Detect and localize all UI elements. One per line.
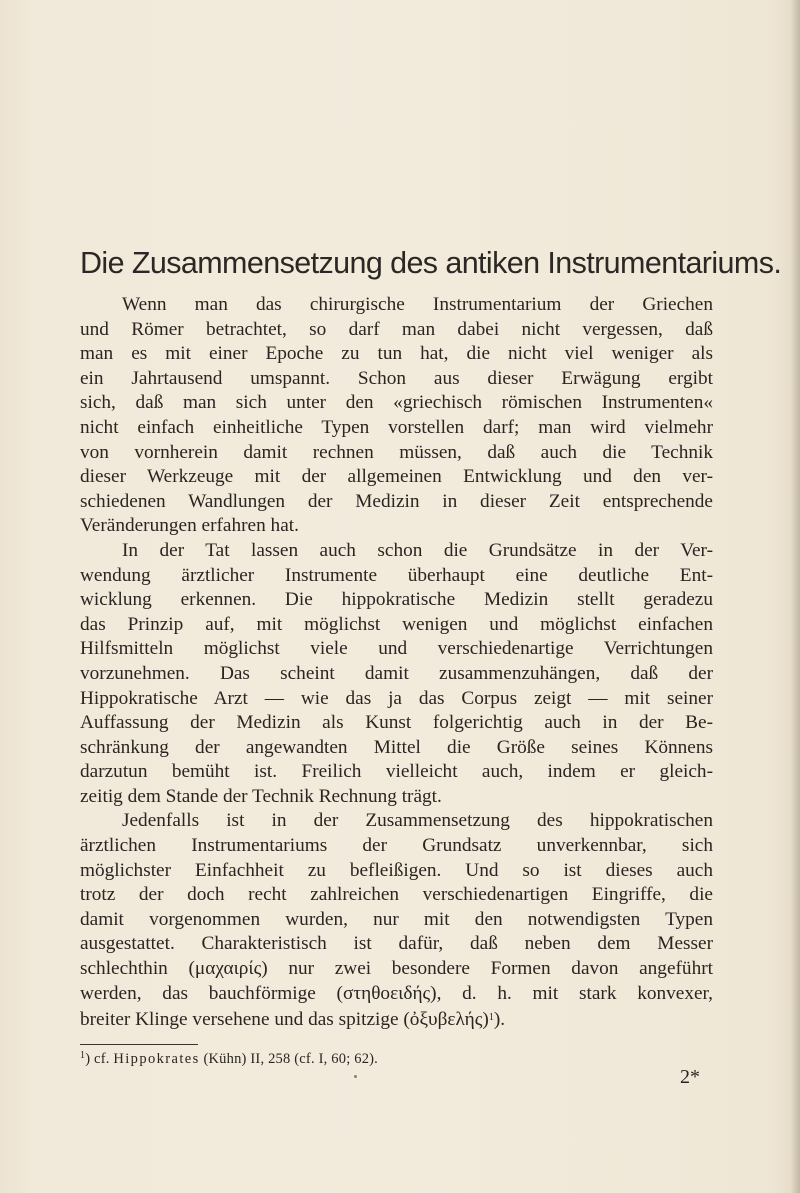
text-line: ärztlichen Instrumentariums der Grundsatz unverkennbar, sich — [80, 835, 713, 857]
text-line: ein Jahrtausend umspannt. Schon aus dieser Erwägung ergibt — [80, 367, 713, 389]
text-line: damit vorgenommen wurden, nur mit den notwendigsten Typen — [80, 908, 713, 930]
footnote — [80, 1050, 378, 1068]
text-line: wicklung erkennen. Die hippokratische Medizin stellt geradezu — [80, 589, 713, 611]
text-line: zeitig dem Stande der Technik Rechnung trägt. — [80, 785, 442, 807]
page-edge-shadow — [790, 0, 800, 1193]
footnote-author: Hippokrates — [113, 1051, 200, 1067]
text-line: Hilfsmitteln möglichst viele und verschiedenartige Verrichtungen — [80, 638, 713, 660]
text-line: das Prinzip auf, mit möglichst wenigen und möglichst einfachen — [80, 613, 713, 635]
text-line: vorzunehmen. Das scheint damit zusammenzuhängen, daß der — [80, 662, 713, 684]
text-line: möglichster Einfachheit zu befleißigen. Und so ist dieses auch — [80, 859, 713, 881]
text-line: nicht einfach einheitliche Typen vorstellen darf; man wird vielmehr — [80, 416, 713, 438]
footnote-prefix: ) cf. — [85, 1051, 110, 1067]
text-line: wendung ärztlicher Instrumente überhaupt eine deutliche Ent- — [80, 564, 713, 586]
chapter-heading: Die Zusammensetzung des antiken Instrumentariums. — [80, 246, 782, 280]
print-speck — [354, 1075, 357, 1078]
text-line-content: breiter Klinge versehene und das spitzige (ὀξυβελής) — [80, 1009, 489, 1031]
text-line-final — [80, 1006, 713, 1031]
text-line: von vornherein damit rechnen müssen, daß auch die Technik — [80, 441, 713, 463]
text-line: und Römer betrachtet, so darf man dabei nicht vergessen, daß — [80, 318, 713, 340]
text-line: Hippokratische Arzt — wie das ja das Corpus zeigt — mit seiner — [80, 687, 713, 709]
text-line: werden, das bauchförmige (στηθοειδής), d. h. mit stark konvexer, — [80, 982, 713, 1004]
text-line: darzutun bemüht ist. Freilich vielleicht auch, indem er gleich- — [80, 761, 713, 783]
text-line: Veränderungen erfahren hat. — [80, 515, 299, 537]
footnote-divider — [80, 1044, 198, 1045]
text-line-ending: ). — [493, 1009, 506, 1031]
body-text — [80, 293, 713, 1031]
text-line: Jedenfalls ist in der Zusammensetzung des hippokratischen — [122, 810, 713, 832]
footnote-marker: 1 — [80, 1050, 86, 1061]
text-line: Auffassung der Medizin als Kunst folgerichtig auch in der Be- — [80, 712, 713, 734]
text-line: trotz der doch recht zahlreichen verschiedenartigen Eingriffe, die — [80, 884, 713, 906]
text-line: ausgestattet. Charakteristisch ist dafür, daß neben dem Messer — [80, 933, 713, 955]
text-line: In der Tat lassen auch schon die Grundsätze in der Ver- — [122, 539, 713, 561]
text-line: sich, daß man sich unter den «griechisch römischen Instrumenten« — [80, 392, 713, 414]
footnote-citation: (Kühn) II, 258 (cf. I, 60; 62). — [203, 1051, 378, 1067]
text-line: schlechthin (μαχαιρίς) nur zwei besondere Formen davon angeführt — [80, 958, 713, 980]
text-line: schiedenen Wandlungen der Medizin in dieser Zeit entsprechende — [80, 490, 713, 512]
signature-mark: 2* — [680, 1066, 700, 1088]
text-line: Wenn man das chirurgische Instrumentarium der Griechen — [122, 294, 713, 315]
text-line: dieser Werkzeuge mit der allgemeinen Entwicklung und den ver- — [80, 466, 713, 488]
text-line: man es mit einer Epoche zu tun hat, die nicht viel weniger als — [80, 343, 713, 365]
footnote-reference: 1 — [488, 1012, 494, 1024]
text-line: schränkung der angewandten Mittel die Größe seines Könnens — [80, 736, 713, 758]
